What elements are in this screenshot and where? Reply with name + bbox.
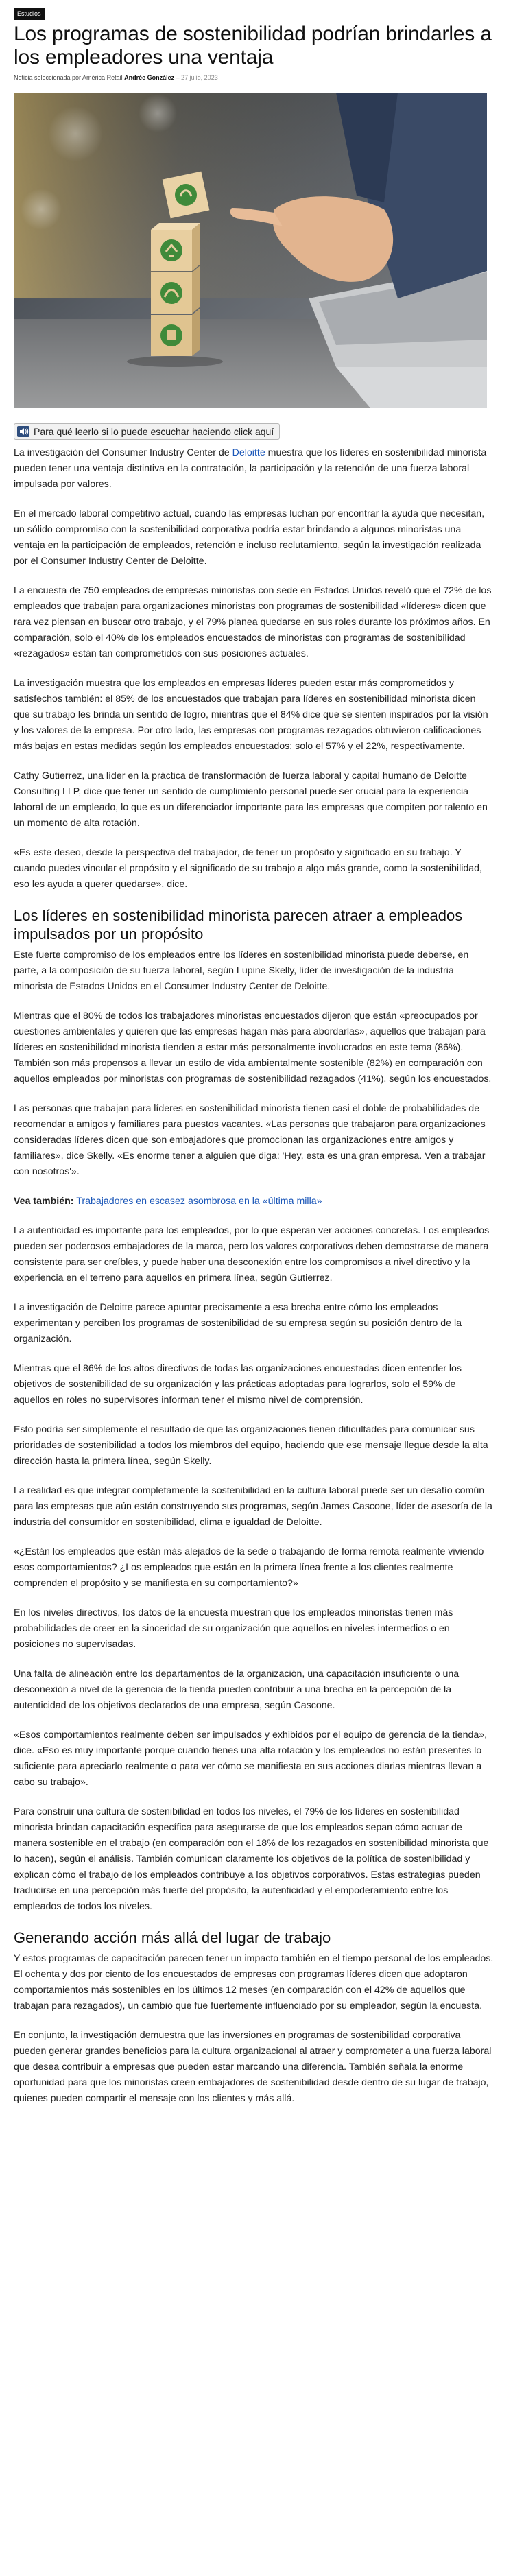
byline-author[interactable]: Andrée González bbox=[124, 74, 175, 81]
paragraph: Una falta de alineación entre los departamentos de la organización, una capacitación insuficiente o una desconexión a nivel de la gerencia de la tienda pueden contribuir a una brecha en la percepción de la autenticidad de los objetivos declarados de una empresa, según Cascone. bbox=[14, 1668, 460, 1711]
paragraph: La investigación de Deloitte parece apuntar precisamente a esa brecha entre cómo los empleados experimentan y perciben los programas de sostenibilidad de su empresa según su posición dentro de la organización. bbox=[14, 1302, 462, 1345]
paragraph-text: La investigación del Consumer Industry Center de bbox=[14, 447, 232, 458]
paragraph: Las personas que trabajan para líderes en sostenibilidad minorista tienen casi el doble de probabilidades de recomendar a amigos y familiares para puestos vacantes. «Las personas que trabajaron para organizaciones consideradas líderes dicen que son embajadores que promocionan las organizaciones entre amigos y familiares», dice Skelly. «Es enorme tener a alguien que diga: 'Hey, esta es una gran empresa. Ven a trabajar con nosotros'». bbox=[14, 1103, 486, 1177]
paragraph: Para construir una cultura de sostenibilidad en todos los niveles, el 79% de los líderes en sostenibilidad minorista brindan capacitación específica para asegurarse de que los empleados sepan cómo actuar de manera sostenible en el trabajo (en comparación con el 18% de los rezagados en sostenibilidad minorista que lo hacen), según el análisis. También comunican claramente los objetivos de la política de sostenibilidad y explican cómo el trabajo de los empleados contribuye a los objetivos corporativos. Estas estrategias pueden traducirse en una percepción más fuerte del propósito, la autenticidad y el empoderamiento entre los empleados de todos los niveles. bbox=[14, 1806, 489, 1912]
paragraph-text: muestra que los líderes en sostenibilidad minorista pueden tener una ventaja distintiva en la contratación, la participación y la retención de una fuerza laboral impulsada por valores. bbox=[14, 447, 487, 490]
paragraph: «Esos comportamientos realmente deben ser impulsados y exhibidos por el equipo de gerencia de la tienda», dice. «Eso es muy importante porque cuando tienes una alta rotación y los empleados no están presentes lo suficiente para apreciarlo realmente o para ver cómo se manifiesta en sus acciones diarias mientras llevan a cabo su trabajo». bbox=[14, 1729, 488, 1788]
listen-button-label: Para qué leerlo si lo puede escuchar haciendo click aquí bbox=[34, 426, 274, 437]
paragraph: La autenticidad es importante para los empleados, por lo que esperan ver acciones concretas. Los empleados pueden ser poderosos embajadores de la marca, pero los valores corporativos deben demostrarse de manera consistente para ser creíbles, y puede haber una desconexión entre los compromisos a nivel directivo y la experiencia en el terreno para aquellos en primera línea, según Gutierrez. bbox=[14, 1225, 490, 1284]
paragraph: Cathy Gutierrez, una líder en la práctica de transformación de fuerza laboral y capital humano de Deloitte Consulting LLP, dice que tener un sentido de cumplimiento personal puede ser crucial para la experiencia laboral de un empleado, lo que es un diferenciador importante para las empresas que compiten por talento en un momento de alta rotación. bbox=[14, 770, 488, 829]
paragraph: Y estos programas de capacitación parecen tener un impacto también en el tiempo personal de los empleados. El ochenta y dos por ciento de los encuestados de empresas con programas líderes dicen que adoptaron comportamientos más sostenibles en los últimos 12 meses (en comparación con el 42% de aquellos que trabajan para rezagados), un cambio que fue fuertemente influenciado por su empleador, según la encuesta. bbox=[14, 1953, 494, 2011]
paragraph bbox=[14, 445, 494, 493]
paragraph: En conjunto, la investigación demuestra que las inversiones en programas de sostenibilidad corporativa pueden generar grandes beneficios para la cultura organizacional al atraer y comprometer a una fuerza laboral que desea contribuir a empresas que pueden estar marcando una diferencia. También señala la enorme oportunidad para que los minoristas creen embajadores de sostenibilidad desde dentro de su lugar de trabajo, quienes pueden compartir el mensaje con los clientes y más allá. bbox=[14, 2030, 492, 2104]
see-also bbox=[14, 1194, 494, 1209]
category-tag[interactable]: Estudios bbox=[14, 8, 45, 20]
section-heading: Los líderes en sostenibilidad minorista parecen atraer a empleados impulsados por un propósito bbox=[14, 907, 463, 943]
paragraph: Mientras que el 86% de los altos directivos de todas las organizaciones encuestadas dicen entender los objetivos de sostenibilidad de su organización y las prácticas adoptadas para lograrlos, solo el 59% de aquellos en roles no supervisores informan tener el mismo nivel de comprensión. bbox=[14, 1363, 462, 1406]
deloitte-link[interactable]: Deloitte bbox=[232, 447, 265, 458]
paragraph: Esto podría ser simplemente el resultado de que las organizaciones tienen dificultades para comunicar sus prioridades de sostenibilidad a todos los miembros del equipo, haciendo que ese mensaje llegue desde la alta dirección hasta la primera línea, según Skelly. bbox=[14, 1424, 488, 1467]
paragraph: «¿Están los empleados que están más alejados de la sede o trabajando de forma remota realmente viviendo esos comportamientos? ¿Los empleados que están en la primera línea frente a los clientes realmente comprenden el propósito y se manifiesta en su comportamiento?» bbox=[14, 1546, 484, 1589]
paragraph: «Es este deseo, desde la perspectiva del trabajador, de tener un propósito y significado en su trabajo. Y cuando puedes vincular el propósito y el significado de su trabajo a algo más grande, como la sostenibilidad, eso les ayuda a querer quedarse», dice. bbox=[14, 847, 482, 890]
paragraph: Mientras que el 80% de todos los trabajadores minoristas encuestados dijeron que están «preocupados por cuestiones ambientales y quieren que las empresas hagan más para abordarlas», aquellos que trabajan para líderes en sostenibilidad minorista tienden a estar más personalmente involucrados en este tema (86%). También son más propensos a llevar un estilo de vida ambientalmente sostenible (82%) en comparación con aquellos empleados por minoristas con programas de sostenibilidad rezagados (41%), según los encuestados. bbox=[14, 1011, 492, 1085]
paragraph: Este fuerte compromiso de los empleados entre los líderes en sostenibilidad minorista puede deberse, en parte, a la composición de su fuerza laboral, según Lupine Skelly, líder de investigación de la industria minorista de Estados Unidos en el Consumer Industry Center de Deloitte. bbox=[14, 949, 469, 992]
byline-prefix: Noticia seleccionada por América Retail bbox=[14, 74, 123, 81]
paragraph: En el mercado laboral competitivo actual, cuando las empresas luchan por encontrar la ayuda que necesitan, un sólido compromiso con la sostenibilidad corporativa podría estar brindando a algunos minoristas una ventaja en la participación de empleados, retención e incluso reclutamiento, según la investigación realizada por el Consumer Industry Center de Deloitte. bbox=[14, 508, 485, 567]
paragraph: La encuesta de 750 empleados de empresas minoristas con sede en Estados Unidos reveló que el 72% de los empleados que trabajan para organizaciones minoristas con programas de sostenibilidad «líderes» dicen que rara vez piensan en buscar otro trabajo, y el 79% planea quedarse en sus roles durante los próximos años. En comparación, solo el 40% de los empleados encuestados de minoristas con programas de sostenibilidad «rezagados» están tan comprometidos con sus posiciones actuales. bbox=[14, 585, 492, 659]
listen-button[interactable] bbox=[14, 423, 280, 440]
see-also-link[interactable]: Trabajadores en escasez asombrosa en la «última milla» bbox=[76, 1196, 322, 1207]
byline-separator: – bbox=[176, 74, 180, 81]
paragraph: En los niveles directivos, los datos de la encuesta muestran que los empleados minoristas tienen más probabilidades de creer en la sinceridad de su organización que aquellos en niveles intermedios o en posiciones no supervisadas. bbox=[14, 1607, 453, 1650]
section-heading: Generando acción más allá del lugar de trabajo bbox=[14, 1929, 331, 1946]
article-title: Los programas de sostenibilidad podrían brindarles a los empleadores una ventaja bbox=[14, 23, 492, 69]
see-also-label: Vea también: bbox=[14, 1196, 74, 1207]
hero-image bbox=[14, 93, 487, 408]
byline-date: 27 julio, 2023 bbox=[181, 74, 218, 81]
article bbox=[14, 0, 494, 2107]
paragraph: La realidad es que integrar completamente la sostenibilidad en la cultura laboral puede ser un desafío común para las empresas que aún están construyendo sus programas, según James Cascone, líder de asesoría de la industria del consumidor en sostenibilidad, clima e igualdad de Deloitte. bbox=[14, 1485, 492, 1528]
paragraph: La investigación muestra que los empleados en empresas líderes pueden estar más comprometidos y satisfechos también: el 85% de los encuestados que trabajan para líderes en sostenibilidad minorista dicen que su trabajo les brinda un sentido de logro, mientras que el 84% dice que se sienten inspirados por la visión y los valores de la empresa. Por otro lado, las empresas con programas rezagados obtuvieron calificaciones más bajas en estas medidas según los empleados encuestados: solo el 57% y el 22%, respectivamente. bbox=[14, 678, 488, 752]
byline bbox=[14, 73, 494, 82]
speaker-icon bbox=[17, 426, 29, 437]
